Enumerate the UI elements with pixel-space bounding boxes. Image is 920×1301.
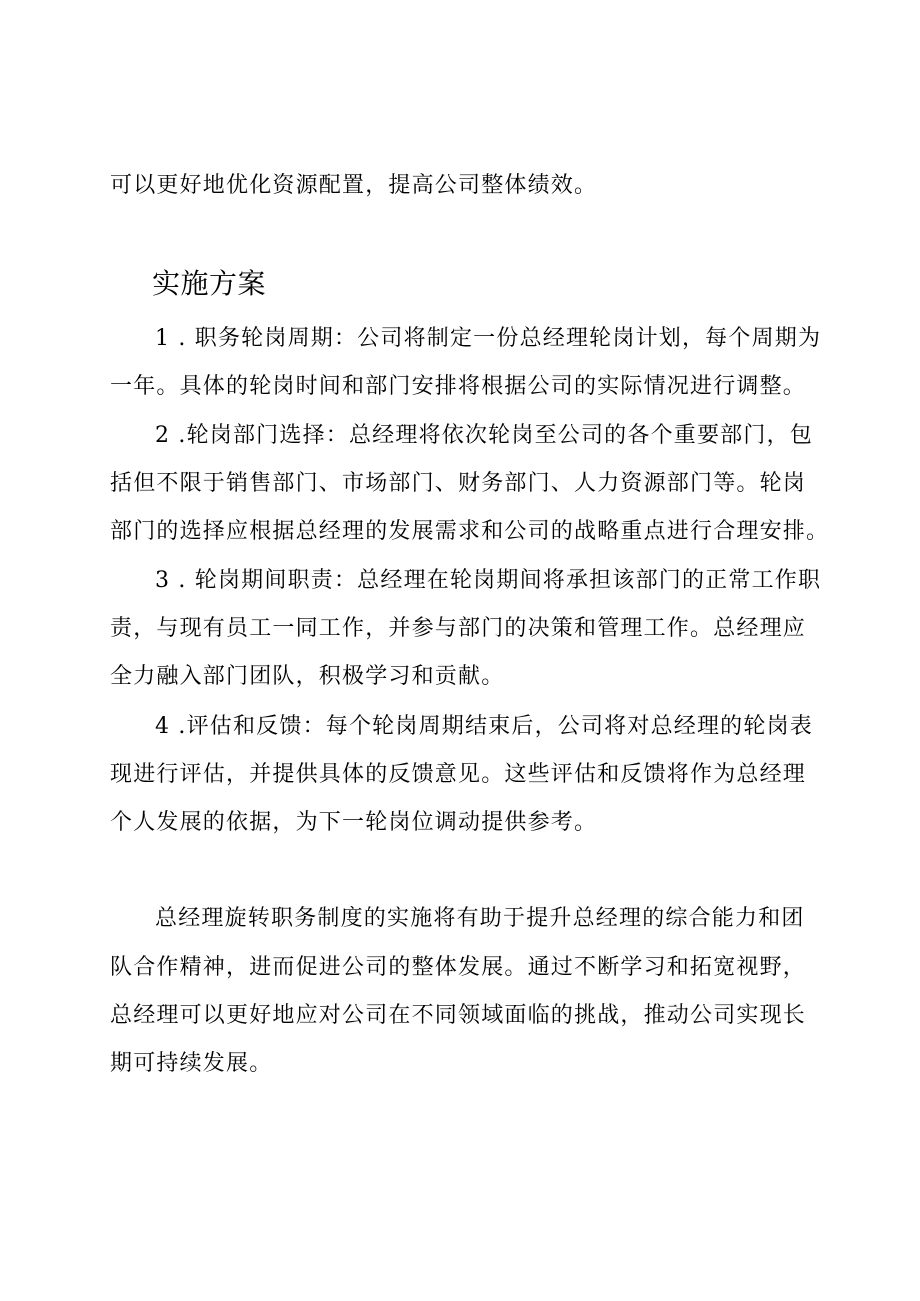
conclusion-line: 总经理可以更好地应对公司在不同领域面临的挑战，推动公司实现长 bbox=[110, 1003, 807, 1028]
list-item-line: 括但不限于销售部门、市场部门、财务部门、人力资源部门等。轮岗 bbox=[110, 471, 807, 496]
list-item-line: 4 .评估和反馈：每个轮岗周期结束后，公司将对总经理的轮岗表 bbox=[155, 714, 813, 739]
section-title: 实施方案 bbox=[152, 267, 267, 300]
list-item-line: 责，与现有员工一同工作，并参与部门的决策和管理工作。总经理应 bbox=[110, 616, 807, 641]
conclusion-line: 总经理旋转职务制度的实施将有助于提升总经理的综合能力和团 bbox=[155, 906, 805, 931]
list-item-line: 2 .轮岗部门选择：总经理将依次轮岗至公司的各个重要部门，包 bbox=[155, 423, 813, 448]
list-item-line: 3 . 轮岗期间职责：总经理在轮岗期间将承担该部门的正常工作职 bbox=[155, 568, 822, 593]
conclusion-line: 期可持续发展。 bbox=[110, 1051, 273, 1076]
conclusion-line: 队合作精神，进而促进公司的整体发展。通过不断学习和拓宽视野， bbox=[110, 955, 807, 980]
list-item-line: 1 . 职务轮岗周期：公司将制定一份总经理轮岗计划，每个周期为 bbox=[155, 326, 822, 351]
lead-paragraph-line: 可以更好地优化资源配置，提高公司整体绩效。 bbox=[110, 173, 598, 198]
list-item-line: 个人发展的依据，为下一轮岗位调动提供参考。 bbox=[110, 810, 598, 835]
list-item-line: 一年。具体的轮岗时间和部门安排将根据公司的实际情况进行调整。 bbox=[110, 374, 807, 399]
list-item-line: 全力融入部门团队，积极学习和贡献。 bbox=[110, 664, 505, 689]
list-item-line: 现进行评估，并提供具体的反馈意见。这些评估和反馈将作为总经理 bbox=[110, 762, 807, 787]
list-item-line: 部门的选择应根据总经理的发展需求和公司的战略重点进行合理安排。 bbox=[110, 519, 830, 544]
